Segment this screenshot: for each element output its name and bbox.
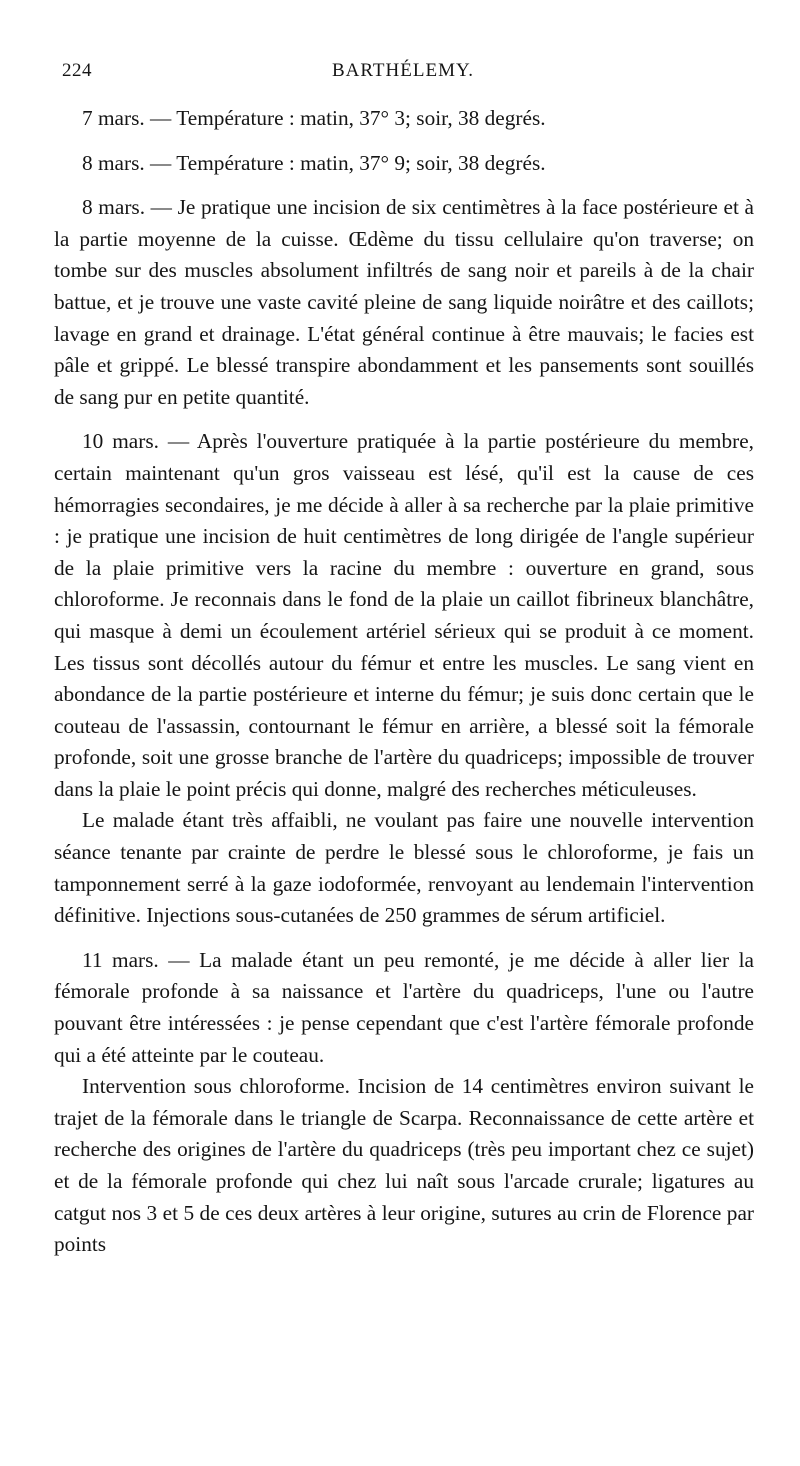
paragraph-temperature-8-mars: 8 mars. — Température : matin, 37° 9; soir, 38 degrés. [82, 150, 546, 175]
paragraph-malade-affaibli: Le malade étant très affaibli, ne voulant pas faire une nouvelle intervention séance tenante par crainte de perdre le blessé sous le chloroforme, je fais un tamponnement serré à la gaze iodoformée, renvoyant au lendemain l'intervention définitive. Injections sous-cutanées de 250 grammes de sérum artificiel. [54, 808, 754, 928]
paragraph-temperature-7-mars: 7 mars. — Température : matin, 37° 3; soir, 38 degrés. [82, 106, 546, 130]
paragraph-8-mars-incision: 8 mars. — Je pratique une incision de six centimètres à la face postérieure et à la partie moyenne de la cuisse. Œdème du tissu cellulaire qu'on traverse; on tombe sur des muscles absolument infiltrés de sang noir et pareils à de la chair battue, et je trouve une vaste cavité pleine de sang liquide noirâtre et des caillots; lavage en grand et drainage. L'état général continue à être mauvais; le facies est pâle et grippé. Le blessé transpire abondamment et les pansements sont souillés de sang pur en petite quantité. [54, 195, 754, 409]
paragraph-10-mars: 10 mars. — Après l'ouverture pratiquée à la partie postérieure du membre, certain maintenant qu'un gros vaisseau est lésé, qu'il est la cause de ces hémorragies secondaires, je me décide à aller à sa recherche par la plaie primitive : je pratique une incision de huit centimètres de long dirigée de l'angle supérieur de la plaie primitive vers la racine du membre : ouverture en grand, sous chloroforme. Je reconnais dans le fond de la plaie un caillot fibrineux blanchâtre, qui masque à demi un écoulement artériel sérieux qui se produit à ce moment. Les tissus sont décollés autour du fémur et entre les muscles. Le sang vient en abondance de la partie postérieure et interne du fémur; je suis donc certain que le couteau de l'assassin, contournant le fémur en arrière, a blessé soit la fémorale profonde, soit une grosse branche de l'artère du quadriceps; impossible de trouver dans la plaie le point précis qui donne, malgré des recherches méticuleuses. [54, 429, 754, 801]
paragraph-11-mars: 11 mars. — La malade étant un peu remonté, je me décide à aller lier la fémorale profonde à sa naissance et l'artère du quadriceps, l'une ou l'autre pouvant être intéressées : je pense cependant que c'est l'artère fémorale profonde qui a été atteinte par le couteau. [54, 947, 754, 1067]
page-number: 224 [62, 60, 92, 81]
running-head: BARTHÉLEMY. [332, 60, 474, 81]
page-body [54, 103, 754, 1261]
page-header [62, 60, 744, 90]
paragraph-intervention: Intervention sous chloroforme. Incision de 14 centimètres environ suivant le trajet de la fémorale dans le triangle de Scarpa. Reconnaissance de cette artère et recherche des origines de l'artère du quadriceps (très peu important chez ce sujet) et de la fémorale profonde qui chez lui naît sous l'arcade crurale; ligatures au catgut nos 3 et 5 de ces deux artères à leur origine, sutures au crin de Florence par points [54, 1074, 754, 1257]
